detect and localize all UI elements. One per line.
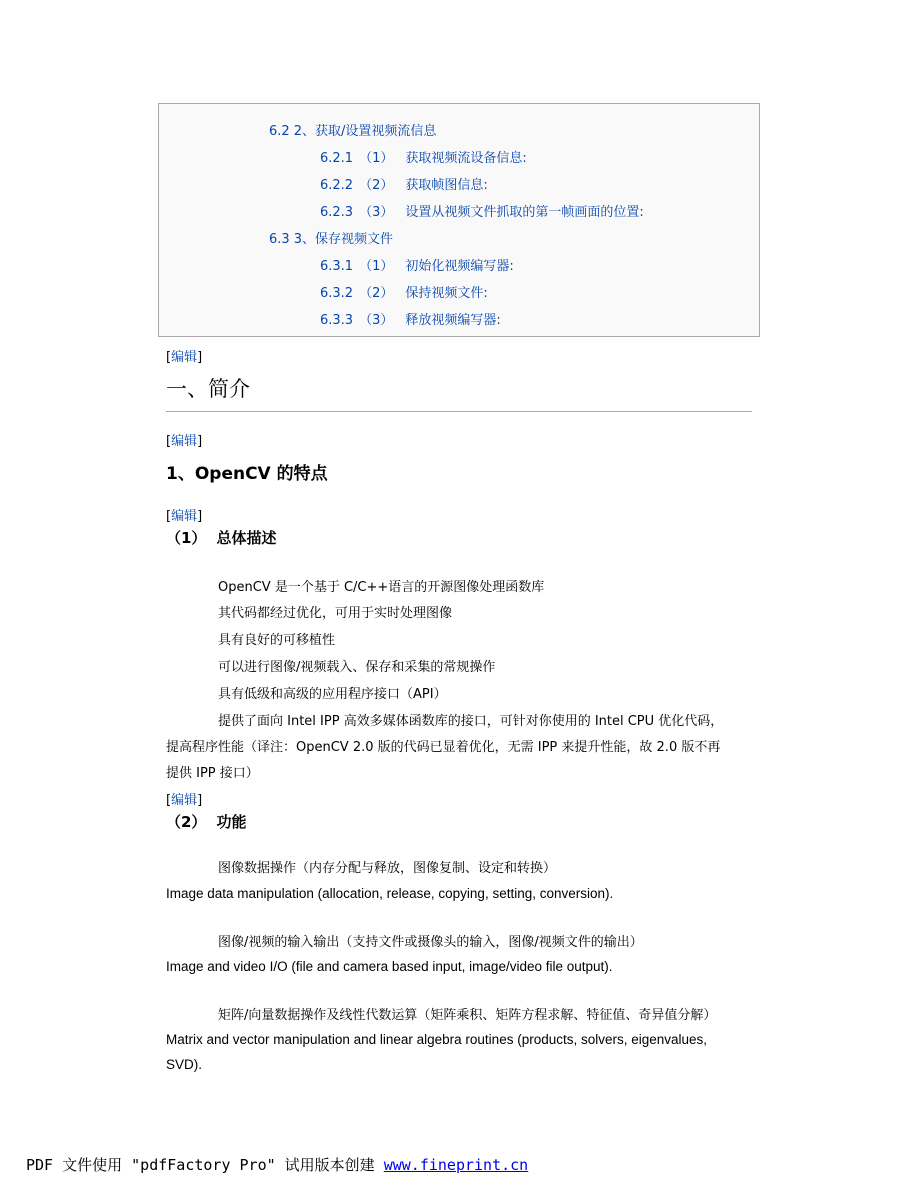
footer-text: PDF 文件使用 "pdfFactory Pro" 试用版本创建	[26, 1156, 384, 1174]
toc-text: 获取帧图信息:	[405, 178, 488, 193]
toc-index: （1）	[359, 151, 394, 166]
toc-item-6-3[interactable]	[269, 228, 393, 247]
subheading-overview	[166, 527, 276, 548]
footer-link[interactable]: www.fineprint.cn	[383, 1156, 529, 1174]
subheading-title: 总体描述	[216, 529, 277, 547]
bracket-close: ]	[197, 793, 203, 808]
toc-item-6-3-3[interactable]	[320, 309, 501, 328]
pdf-footer	[26, 1154, 528, 1175]
subheading-number: （2）	[166, 813, 207, 831]
toc-number: 6.2	[269, 124, 290, 139]
toc-item-6-2-2[interactable]	[320, 174, 488, 193]
toc-index: （2）	[359, 178, 394, 193]
toc-index: （2）	[359, 286, 394, 301]
edit-link[interactable]: 编辑	[171, 509, 198, 524]
edit-link-wrapper	[166, 430, 202, 449]
bracket-close: ]	[197, 434, 203, 449]
subheading-title: 功能	[216, 813, 247, 831]
function-en: Matrix and vector manipulation and linear algebra routines (products, solvers, eigenvalues,	[166, 1032, 708, 1047]
overview-paragraph-line: 提供了面向 Intel IPP 高效多媒体函数库的接口，可针对你使用的 Intel CPU 优化代码，	[218, 714, 724, 729]
subheading-functions	[166, 811, 246, 832]
function-en: Image and video I/O (file and camera based input, image/video file output).	[166, 959, 613, 974]
toc-item-6-2[interactable]	[269, 120, 436, 139]
toc-item-6-2-3[interactable]	[320, 201, 644, 220]
overview-line: 可以进行图像/视频载入、保存和采集的常规操作	[218, 660, 496, 675]
bracket-open: [	[166, 350, 172, 365]
edit-link-wrapper	[166, 789, 202, 808]
toc-number: 6.3.2	[320, 286, 354, 301]
table-of-contents	[158, 103, 760, 337]
edit-link[interactable]: 编辑	[171, 434, 198, 449]
toc-text: 获取视频流设备信息:	[405, 151, 527, 166]
bracket-open: [	[166, 434, 172, 449]
edit-link[interactable]: 编辑	[171, 793, 198, 808]
toc-text: 3、保存视频文件	[293, 232, 393, 247]
toc-number: 6.3	[269, 232, 290, 247]
overview-line: 具有低级和高级的应用程序接口（API）	[218, 687, 447, 702]
overview-line: 其代码都经过优化，可用于实时处理图像	[218, 606, 453, 621]
toc-index: （3）	[359, 313, 394, 328]
bracket-open: [	[166, 509, 172, 524]
toc-index: （3）	[359, 205, 394, 220]
toc-text: 2、获取/设置视频流信息	[293, 124, 437, 139]
bracket-close: ]	[197, 509, 203, 524]
function-zh: 图像数据操作（内存分配与释放，图像复制、设定和转换）	[218, 861, 557, 876]
toc-index: （1）	[359, 259, 394, 274]
section-heading-intro: 一、简介	[166, 377, 250, 401]
overview-line: 具有良好的可移植性	[218, 633, 336, 648]
edit-link-wrapper	[166, 346, 202, 365]
toc-text: 释放视频编写器:	[405, 313, 501, 328]
subheading-number: （1）	[166, 529, 207, 547]
toc-number: 6.2.1	[320, 151, 354, 166]
edit-link-wrapper	[166, 505, 202, 524]
bracket-close: ]	[197, 350, 203, 365]
section-heading-opencv-features: 1、OpenCV 的特点	[166, 464, 328, 484]
bracket-open: [	[166, 793, 172, 808]
overview-paragraph-line: 提高程序性能（译注：OpenCV 2.0 版的代码已显着优化，无需 IPP 来提升性能，故 2.0 版不再	[166, 740, 721, 755]
heading-divider	[166, 411, 752, 412]
toc-item-6-2-1[interactable]	[320, 147, 527, 166]
overview-line: OpenCV 是一个基于 C/C++语言的开源图像处理函数库	[218, 580, 545, 595]
function-zh: 图像/视频的输入输出（支持文件或摄像头的输入，图像/视频文件的输出）	[218, 935, 643, 950]
function-en: SVD).	[166, 1057, 203, 1072]
function-en: Image data manipulation (allocation, release, copying, setting, conversion).	[166, 886, 614, 901]
toc-number: 6.3.3	[320, 313, 354, 328]
toc-text: 初始化视频编写器:	[405, 259, 514, 274]
function-zh: 矩阵/向量数据操作及线性代数运算（矩阵乘积、矩阵方程求解、特征值、奇异值分解）	[218, 1008, 717, 1023]
toc-text: 设置从视频文件抓取的第一帧画面的位置:	[405, 205, 644, 220]
toc-text: 保持视频文件:	[405, 286, 488, 301]
toc-number: 6.2.3	[320, 205, 354, 220]
toc-item-6-3-1[interactable]	[320, 255, 514, 274]
toc-number: 6.2.2	[320, 178, 354, 193]
overview-paragraph-line: 提供 IPP 接口）	[166, 766, 259, 781]
edit-link[interactable]: 编辑	[171, 350, 198, 365]
toc-number: 6.3.1	[320, 259, 354, 274]
toc-item-6-3-2[interactable]	[320, 282, 488, 301]
